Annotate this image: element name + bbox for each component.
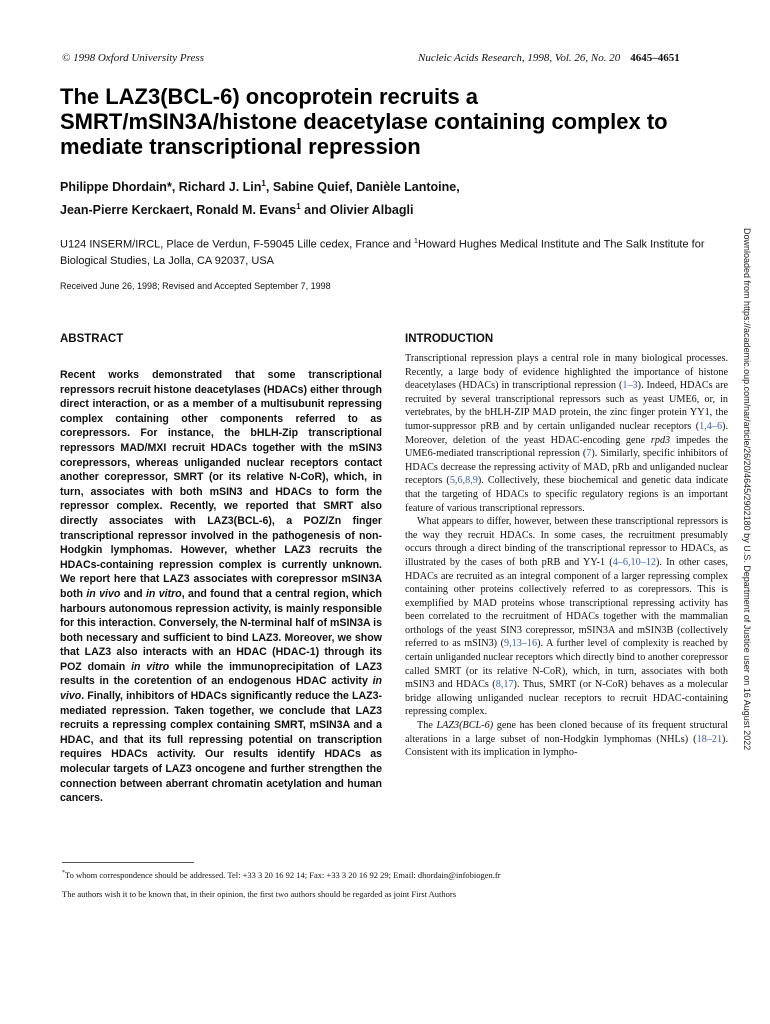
affiliations: U124 INSERM/IRCL, Place de Verdun, F-59045 Lille cedex, France and $^1$Howard Hughes Medical Institute and The Salk Institute for Biological Studies, La Jolla, CA 92037, USA xyxy=(60,238,705,267)
reference-link[interactable]: 1,4–6 xyxy=(699,420,723,432)
article-title: The LAZ3(BCL-6) oncoprotein recruits a SMRT/mSIN3A/histone deacetylase containing complex to mediate transcriptional repression xyxy=(60,84,668,159)
intro-paragraph: The LAZ3(BCL-6) gene has been cloned because of its frequent structural alterations in a large subset of non-Hodgkin lymphomas (NHLs) (18–21). Consistent with its implication in lympho- xyxy=(405,720,728,759)
copyright-header: © 1998 Oxford University Press xyxy=(62,52,204,64)
reference-link[interactable]: 4–6,10–12 xyxy=(612,556,656,568)
introduction-body xyxy=(405,352,728,760)
reference-link[interactable]: 18–21 xyxy=(696,733,723,745)
reference-link[interactable]: 9,13–16 xyxy=(503,638,538,650)
correspondence-footnote: *To whom correspondence should be addressed. Tel: +33 3 20 16 92 14; Fax: +33 3 20 16 92 29; Email: dhordain@infobiogen.fr xyxy=(62,870,501,880)
introduction-heading: INTRODUCTION xyxy=(405,333,494,345)
abstract-body: Recent works demonstrated that some transcriptional repressors recruit histone deacetylases (HDACs) either through direct interaction, or as a member of a multisubunit repressing complex containing other components referred to as corepressors. For instance, the bHLH-Zip transcriptional repressors MAD/MXI recruit HDACs together with the mSIN3 corepressors, whereas unliganded nuclear receptors contact another corepressor, SMRT (or its relative N-CoR), which, in turn, associates with both mSIN3 and HDACs to form the repressor complex. Recently, we reported that SMRT also directly associates with LAZ3(BCL-6), a POZ/Zn finger transcriptional repressor involved in the pathogenesis of non-Hodgkin lymphomas. However, whether LAZ3 recruits the HDACs-containing repression complex is currently unknown. We report here that LAZ3 associates with corepressor mSIN3A both in vivo and in vitro, and found that a central region, which harbours autonomous repression activity, is mainly responsible for this interaction. Conversely, the N-terminal half of mSIN3A is both necessary and sufficient to bind LAZ3. Moreover, we show that LAZ3 also interacts with an HDAC (HDAC-1) through its POZ domain in vitro while the immunoprecipitation of LAZ3 results in the coretention of an endogenous HDAC activity in vivo. Finally, inhibitors of HDACs significantly reduce the LAZ3-mediated repression. Taken together, we conclude that LAZ3 recruits a repressing complex containing SMRT, mSIN3A and a HDAC, and that its full repressing potential on transcription requires HDACs activity. Our results identify HDACs as molecular targets of LAZ3 oncogene and further strengthen the connection between aberrant chromatin acetylation and human cancers. xyxy=(60,369,382,805)
author: Jean-Pierre Kerckaert xyxy=(60,203,190,218)
author-affiliation-mark: 1 xyxy=(296,202,301,212)
received-dates: Received June 26, 1998; Revised and Accepted September 7, 1998 xyxy=(60,281,331,291)
author: Philippe Dhordain* xyxy=(60,180,172,195)
author: Olivier Albagli xyxy=(329,203,414,218)
reference-link[interactable]: 1–3 xyxy=(622,380,638,392)
author: Richard J. Lin xyxy=(178,180,262,195)
reference-link[interactable]: 8,17 xyxy=(495,679,514,691)
journal-header xyxy=(418,52,680,64)
footnote-divider xyxy=(62,862,194,863)
journal-citation: Nucleic Acids Research, 1998, Vol. 26, No. 20 xyxy=(418,52,621,64)
intro-paragraph: Transcriptional repression plays a central role in many biological processes. Recently, a large body of evidence highlighted the importance of histone deacetylases (HDACs) in transcriptional repression (1–3). Indeed, HDACs are recruited by several transcriptional repressors such as yeast UME6, or, in vertebrates, by the bHLH-ZIP MAD protein, the zinc finger protein YY1, the tumor-suppressor pRB and by certain unliganded nuclear receptors (1,4–6). Moreover, deletion of the yeast HDAC-encoding gene rpd3 impedes the UME6-mediated transcriptional repression (7). Similarly, specific inhibitors of HDACs decrease the repressing activity of MAD, pRb and unliganded nuclear receptors (5,6,8,9). Collectively, these biochemical and genetic data indicate that the targeting of HDACs to specific regulatory regions is an important feature of various transcriptional repressors. xyxy=(405,353,729,514)
download-notice: Downloaded from https://academic.oup.com/nar/article/26/20/4645/2902180 by U.S. Department of Justice user on 16 August 2022 xyxy=(742,228,752,751)
author-list: Philippe Dhordain*, Richard J. Lin$^1$, Sabine Quief, Danièle Lantoine, Jean-Pierre Kerckaert, Ronald M. Evans$^1$ and Olivier Albagli xyxy=(60,179,460,218)
reference-link[interactable]: 5,6,8,9 xyxy=(449,475,478,487)
joint-authorship-footnote: The authors wish it to be known that, in their opinion, the first two authors should be regarded as joint First Authors xyxy=(62,889,457,899)
author: Danièle Lantoine, xyxy=(356,180,460,195)
intro-paragraph: What appears to differ, however, between these transcriptional repressors is the way they recruit HDACs. In some cases, the recruitment presumably occurs through a direct binding of the transcriptional repressor to HDACs, as illustrated by the cases of both pRB and YY-1 (4–6,10–12). In other cases, HDACs are recruited as an integral component of a larger repressing complex containing other proteins collectively referred to as corepressors. This is exemplified by MAD proteins whose transcriptional repressing activity has been correlated to the recruitment of HDACs together with the mammalian orthologs of the yeast SIN3 corepressor, mSIN3A and mSIN3B (collectively referred to as mSIN3) (9,13–16). A further level of complexity is reached by certain unliganded nuclear receptors which directly bind to another corepressor called SMRT (or its relative N-CoR), which, in turn, associates with both mSIN3 and HDACs (8,17). Thus, SMRT (or N-CoR) behaves as a molecular bridge allowing unliganded nuclear receptors to recruit HDAC-containing repressing complex. xyxy=(405,516,728,718)
author: Sabine Quief xyxy=(272,180,350,195)
abstract-heading: ABSTRACT xyxy=(60,333,124,345)
author: Ronald M. Evans xyxy=(196,203,297,218)
author-affiliation-mark: 1 xyxy=(261,179,266,188)
reference-link[interactable]: 7 xyxy=(586,448,592,460)
page-range: 4645–4651 xyxy=(630,52,680,64)
